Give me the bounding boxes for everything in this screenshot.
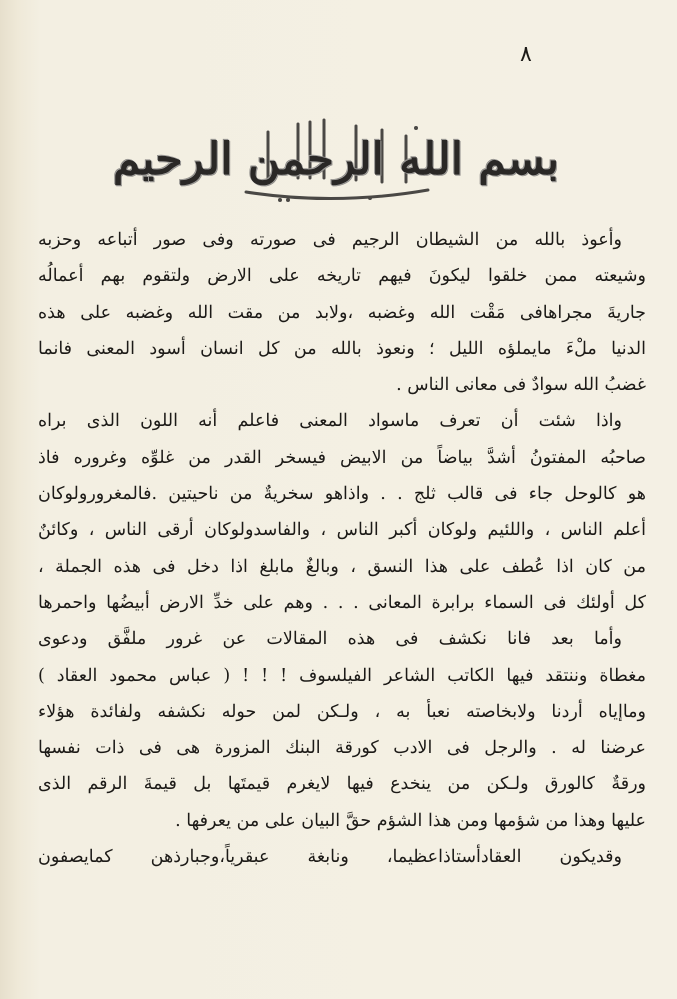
text-line: ورقةٌ كالورق ولـكن من ينخدع فيها لايغرم قيمتَها بل قيمةَ الرقم الذى	[38, 774, 646, 795]
text-line: وشيعته ممن خلقوا ليكونَ فيهم تاريخه على الارض ولتقوم بهم أعمالُه	[38, 266, 646, 287]
text-line: صاحبُه المفتونُ أشدَّ بياضاً من الابيض فيسخر القدر من غلوِّه وغروره فاذ	[38, 447, 646, 468]
text-line: أعلم الناس ، واللئيم ولوكان أكبر الناس ، والفاسدولوكان أرقى الناس ، وكائنٌ	[38, 520, 646, 541]
text-line: عليها وهذا من شؤمها ومن هذا الشؤم حقَّ البيان على من يعرفها .	[175, 810, 646, 831]
text-line: عرضنا له . والرجل فى الادب كورقة البنك المزورة هى فى ذات نفسها	[38, 738, 646, 759]
text-line: وأما بعد فانا نكشف فى هذه المقالات عن غرور ملفَّق ودعوى	[38, 629, 622, 650]
text-line: جاريةَ مجراهافى مَقْت الله وغضبه ،ولابد من مقت الله وغضبه على هذه	[38, 302, 646, 323]
text-line: وماإياه أردنا ولابخاصته نعبأ به ، ولـكن لمن حوله نكشفه ولفائدة هؤلاء	[38, 701, 646, 722]
text-line: من كان اذا عُطف على هذا النسق ، وبالغٌ مابلغ اذا دخل فى هذه الجملة ،	[38, 556, 646, 577]
text-line: هو كالوحل جاء فى قالب ثلج . . واذاهو سخريةٌ من ناحيتين .فالمغرورولوكان	[38, 484, 646, 505]
text-line: واذا شئت أن تعرف ماسواد المعنى فاعلم أنه اللون الذى براه	[38, 411, 622, 432]
body-text	[38, 222, 646, 875]
basmala-calligraphy	[112, 110, 560, 208]
text-line: وأعوذ بالله من الشيطان الرجيم فى صورته وفى صور أتباعه وحزبه	[38, 230, 622, 250]
text-line: غضبُ الله سوادٌ فى معانى الناس .	[396, 375, 646, 396]
text-line: الدنيا ملْءَ مايملؤه الليل ؛ ونعوذ بالله من كل انسان أسود المعنى فانما	[38, 338, 646, 359]
text-line: مغطاة وننتقد فيها الكاتب الشاعر الفيلسوف ! ! ! ( عباس محمود العقاد )	[38, 665, 646, 686]
page-number: ٨	[520, 42, 532, 67]
text-line: وقديكون العقادأستاذاعظيما، ونابغة عبقرياً،وجبارذهن كمايصفون	[38, 847, 622, 868]
text-line: كل أولئك فى السماء برابرة المعانى . . . وهم على خدِّ الارض أبيضُها واحمرها	[38, 592, 646, 613]
basmala-text: بسم الله الرحمن الرحيم	[112, 133, 560, 185]
